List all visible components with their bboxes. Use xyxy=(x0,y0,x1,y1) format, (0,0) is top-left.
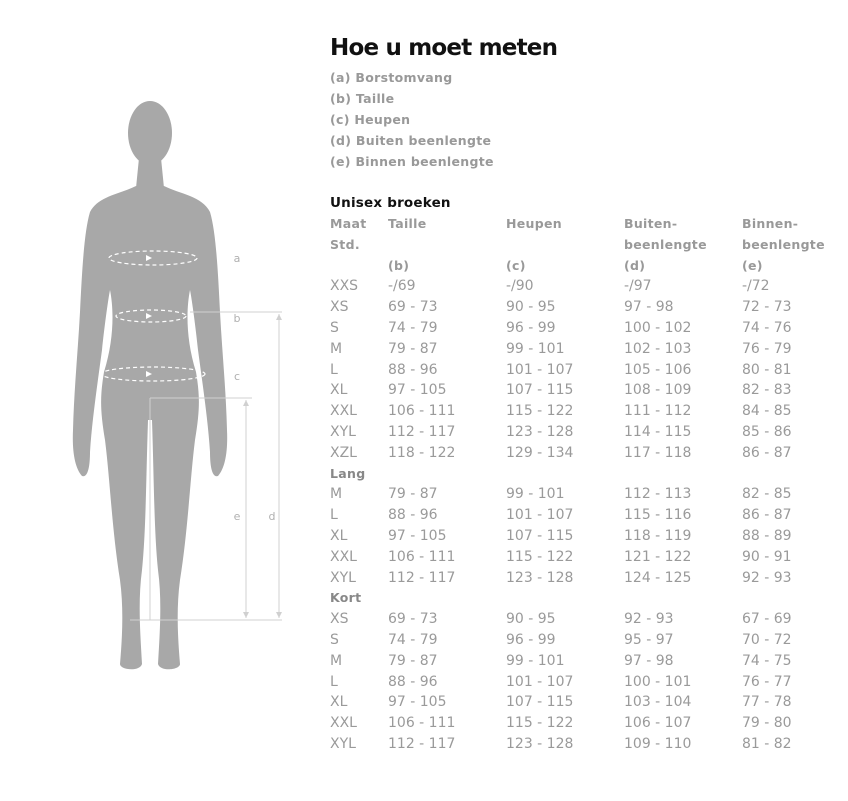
table-cell: 79 - 87 xyxy=(388,486,438,503)
guide-arrowheads xyxy=(243,314,282,618)
header-cell: (b) xyxy=(388,257,410,273)
table-cell: 74 - 76 xyxy=(742,319,792,336)
header-row xyxy=(330,214,838,235)
table-cell: 76 - 79 xyxy=(742,340,792,357)
table-cell: XYL xyxy=(330,423,356,440)
table-cell: 99 - 101 xyxy=(506,652,565,669)
table-row xyxy=(330,339,838,360)
table-cell: 101 - 107 xyxy=(506,673,574,690)
table-cell: 115 - 122 xyxy=(506,403,574,420)
table-cell: XZL xyxy=(330,444,357,461)
table-cell: 79 - 87 xyxy=(388,652,438,669)
table-cell: 106 - 111 xyxy=(388,548,456,565)
table-cell: 76 - 77 xyxy=(742,673,792,690)
table-cell: 99 - 101 xyxy=(506,486,565,503)
table-cell: 70 - 72 xyxy=(742,631,792,648)
table-cell: 105 - 106 xyxy=(624,361,692,378)
table-cell: 100 - 101 xyxy=(624,673,692,690)
section-label: Kort xyxy=(330,590,362,606)
table-cell: 84 - 85 xyxy=(742,403,792,420)
header-cell xyxy=(330,256,388,277)
table-cell: 82 - 83 xyxy=(742,382,792,399)
label-d: d xyxy=(268,510,276,523)
table-cell: 88 - 96 xyxy=(388,673,438,690)
header-row xyxy=(330,256,838,277)
section-row xyxy=(330,464,838,485)
table-cell: 97 - 105 xyxy=(388,527,447,544)
table-cell: 88 - 96 xyxy=(388,361,438,378)
table-cell: 106 - 107 xyxy=(624,715,692,732)
table-cell: 97 - 98 xyxy=(624,299,674,316)
header-cell xyxy=(506,235,624,256)
table-cell: 90 - 91 xyxy=(742,548,792,565)
table-cell: 72 - 73 xyxy=(742,299,792,316)
table-cell: 117 - 118 xyxy=(624,444,692,461)
table-cell: 81 - 82 xyxy=(742,735,792,752)
table-cell: L xyxy=(330,507,338,524)
table-cell: XYL xyxy=(330,735,356,752)
table-cell: 101 - 107 xyxy=(506,361,574,378)
table-cell: 107 - 115 xyxy=(506,527,574,544)
table-cell: XYL xyxy=(330,569,356,586)
table-cell: 97 - 105 xyxy=(388,694,447,711)
table-cell: 121 - 122 xyxy=(624,548,692,565)
header-cell: Std. xyxy=(330,236,360,252)
table-cell: 123 - 128 xyxy=(506,569,574,586)
table-cell: M xyxy=(330,486,343,503)
header-cell: Taille xyxy=(388,216,427,231)
header-cell: Binnen- xyxy=(742,216,799,231)
table-cell: 86 - 87 xyxy=(742,507,792,524)
table-row xyxy=(330,318,838,339)
table-cell: 90 - 95 xyxy=(506,611,556,628)
table-cell: 123 - 128 xyxy=(506,423,574,440)
table-row xyxy=(330,360,838,381)
table-cell: 129 - 134 xyxy=(506,444,574,461)
table-cell: 90 - 95 xyxy=(506,299,556,316)
measurement-legend xyxy=(330,67,494,172)
label-b: b xyxy=(233,312,241,325)
table-cell: 97 - 105 xyxy=(388,382,447,399)
table-cell: 86 - 87 xyxy=(742,444,792,461)
table-cell: XL xyxy=(330,694,348,711)
table-cell: 108 - 109 xyxy=(624,382,692,399)
table-row xyxy=(330,692,838,713)
table-row xyxy=(330,401,838,422)
table-cell: S xyxy=(330,319,339,336)
legend-item-inner-leg: (e) Binnen beenlengte xyxy=(330,154,494,169)
table-cell: 112 - 113 xyxy=(624,486,692,503)
table-cell: 112 - 117 xyxy=(388,423,456,440)
table-cell: 100 - 102 xyxy=(624,319,692,336)
table-cell: 92 - 93 xyxy=(624,611,674,628)
table-cell: 97 - 98 xyxy=(624,652,674,669)
table-cell: 82 - 85 xyxy=(742,486,792,503)
table-cell: M xyxy=(330,652,343,669)
table-row xyxy=(330,422,838,443)
table-cell: 115 - 116 xyxy=(624,507,692,524)
table-cell: -/90 xyxy=(506,278,534,295)
table-cell: 118 - 122 xyxy=(388,444,456,461)
legend-item-chest: (a) Borstomvang xyxy=(330,70,453,85)
table-cell: 77 - 78 xyxy=(742,694,792,711)
table-cell: 92 - 93 xyxy=(742,569,792,586)
table-cell: 106 - 111 xyxy=(388,403,456,420)
table-cell: 102 - 103 xyxy=(624,340,692,357)
table-cell: -/72 xyxy=(742,278,770,295)
table-cell: 88 - 96 xyxy=(388,507,438,524)
table-cell: 69 - 73 xyxy=(388,611,438,628)
page-title: Hoe u moet meten xyxy=(330,35,558,61)
table-cell: 69 - 73 xyxy=(388,299,438,316)
header-cell: (e) xyxy=(742,257,763,273)
header-cell: Heupen xyxy=(506,216,562,231)
table-cell: 106 - 111 xyxy=(388,715,456,732)
table-cell: 107 - 115 xyxy=(506,694,574,711)
table-cell: 103 - 104 xyxy=(624,694,692,711)
header-cell xyxy=(388,235,506,256)
table-cell: 85 - 86 xyxy=(742,423,792,440)
table-cell: 96 - 99 xyxy=(506,319,556,336)
table-cell: XL xyxy=(330,382,348,399)
table-row xyxy=(330,672,838,693)
table-row xyxy=(330,443,838,464)
section-label: Lang xyxy=(330,465,366,481)
header-cell: (d) xyxy=(624,257,646,273)
table-row xyxy=(330,568,838,589)
table-cell: XXL xyxy=(330,403,357,420)
legend-item-outer-leg: (d) Buiten beenlengte xyxy=(330,133,492,148)
header-cell: Buiten- xyxy=(624,216,678,231)
table-cell: 123 - 128 xyxy=(506,735,574,752)
header-cell: (c) xyxy=(506,257,526,273)
table-cell: S xyxy=(330,631,339,648)
table-cell: 67 - 69 xyxy=(742,611,792,628)
table-cell: 101 - 107 xyxy=(506,507,574,524)
table-cell: L xyxy=(330,673,338,690)
table-cell: 112 - 117 xyxy=(388,569,456,586)
body-measurement-figure xyxy=(0,0,320,801)
table-row xyxy=(330,297,838,318)
table-cell: 112 - 117 xyxy=(388,735,456,752)
table-cell: 109 - 110 xyxy=(624,735,692,752)
table-row xyxy=(330,651,838,672)
table-cell: XXL xyxy=(330,548,357,565)
table-cell: 107 - 115 xyxy=(506,382,574,399)
table-cell: 99 - 101 xyxy=(506,340,565,357)
table-cell: XXL xyxy=(330,715,357,732)
table-cell: 74 - 75 xyxy=(742,652,792,669)
label-c: c xyxy=(233,370,241,383)
header-cell: Maat xyxy=(330,216,367,231)
label-e: e xyxy=(233,510,241,523)
table-cell: 114 - 115 xyxy=(624,423,692,440)
section-row xyxy=(330,588,838,609)
table-cell: 79 - 80 xyxy=(742,715,792,732)
header-row xyxy=(330,235,838,256)
legend-item-hips: (c) Heupen xyxy=(330,112,411,127)
table-cell: L xyxy=(330,361,338,378)
table-cell: 88 - 89 xyxy=(742,527,792,544)
table-cell: 80 - 81 xyxy=(742,361,792,378)
table-cell: 74 - 79 xyxy=(388,319,438,336)
table-cell: 115 - 122 xyxy=(506,715,574,732)
table-cell: 74 - 79 xyxy=(388,631,438,648)
table-row xyxy=(330,505,838,526)
legend-item-waist: (b) Taille xyxy=(330,91,395,106)
table-row xyxy=(330,276,838,297)
table-cell: XS xyxy=(330,611,349,628)
table-row xyxy=(330,630,838,651)
table-cell: M xyxy=(330,340,343,357)
table-cell: 115 - 122 xyxy=(506,548,574,565)
table-cell: XS xyxy=(330,299,349,316)
label-a: a xyxy=(233,252,241,265)
table-row xyxy=(330,547,838,568)
table-cell: XL xyxy=(330,527,348,544)
table-cell: -/69 xyxy=(388,278,416,295)
table-row xyxy=(330,609,838,630)
table-cell: 111 - 112 xyxy=(624,403,692,420)
table-row xyxy=(330,713,838,734)
table-cell: XXS xyxy=(330,278,359,295)
table-row xyxy=(330,380,838,401)
table-cell: 96 - 99 xyxy=(506,631,556,648)
size-table xyxy=(330,214,838,755)
table-cell: 118 - 119 xyxy=(624,527,692,544)
table-row xyxy=(330,484,838,505)
table-title: Unisex broeken xyxy=(330,195,451,211)
table-cell: 95 - 97 xyxy=(624,631,674,648)
table-cell: 124 - 125 xyxy=(624,569,692,586)
table-cell: -/97 xyxy=(624,278,652,295)
table-row xyxy=(330,734,838,755)
header-cell: beenlengte xyxy=(742,236,825,252)
table-cell: 79 - 87 xyxy=(388,340,438,357)
header-cell: beenlengte xyxy=(624,236,707,252)
table-row xyxy=(330,526,838,547)
